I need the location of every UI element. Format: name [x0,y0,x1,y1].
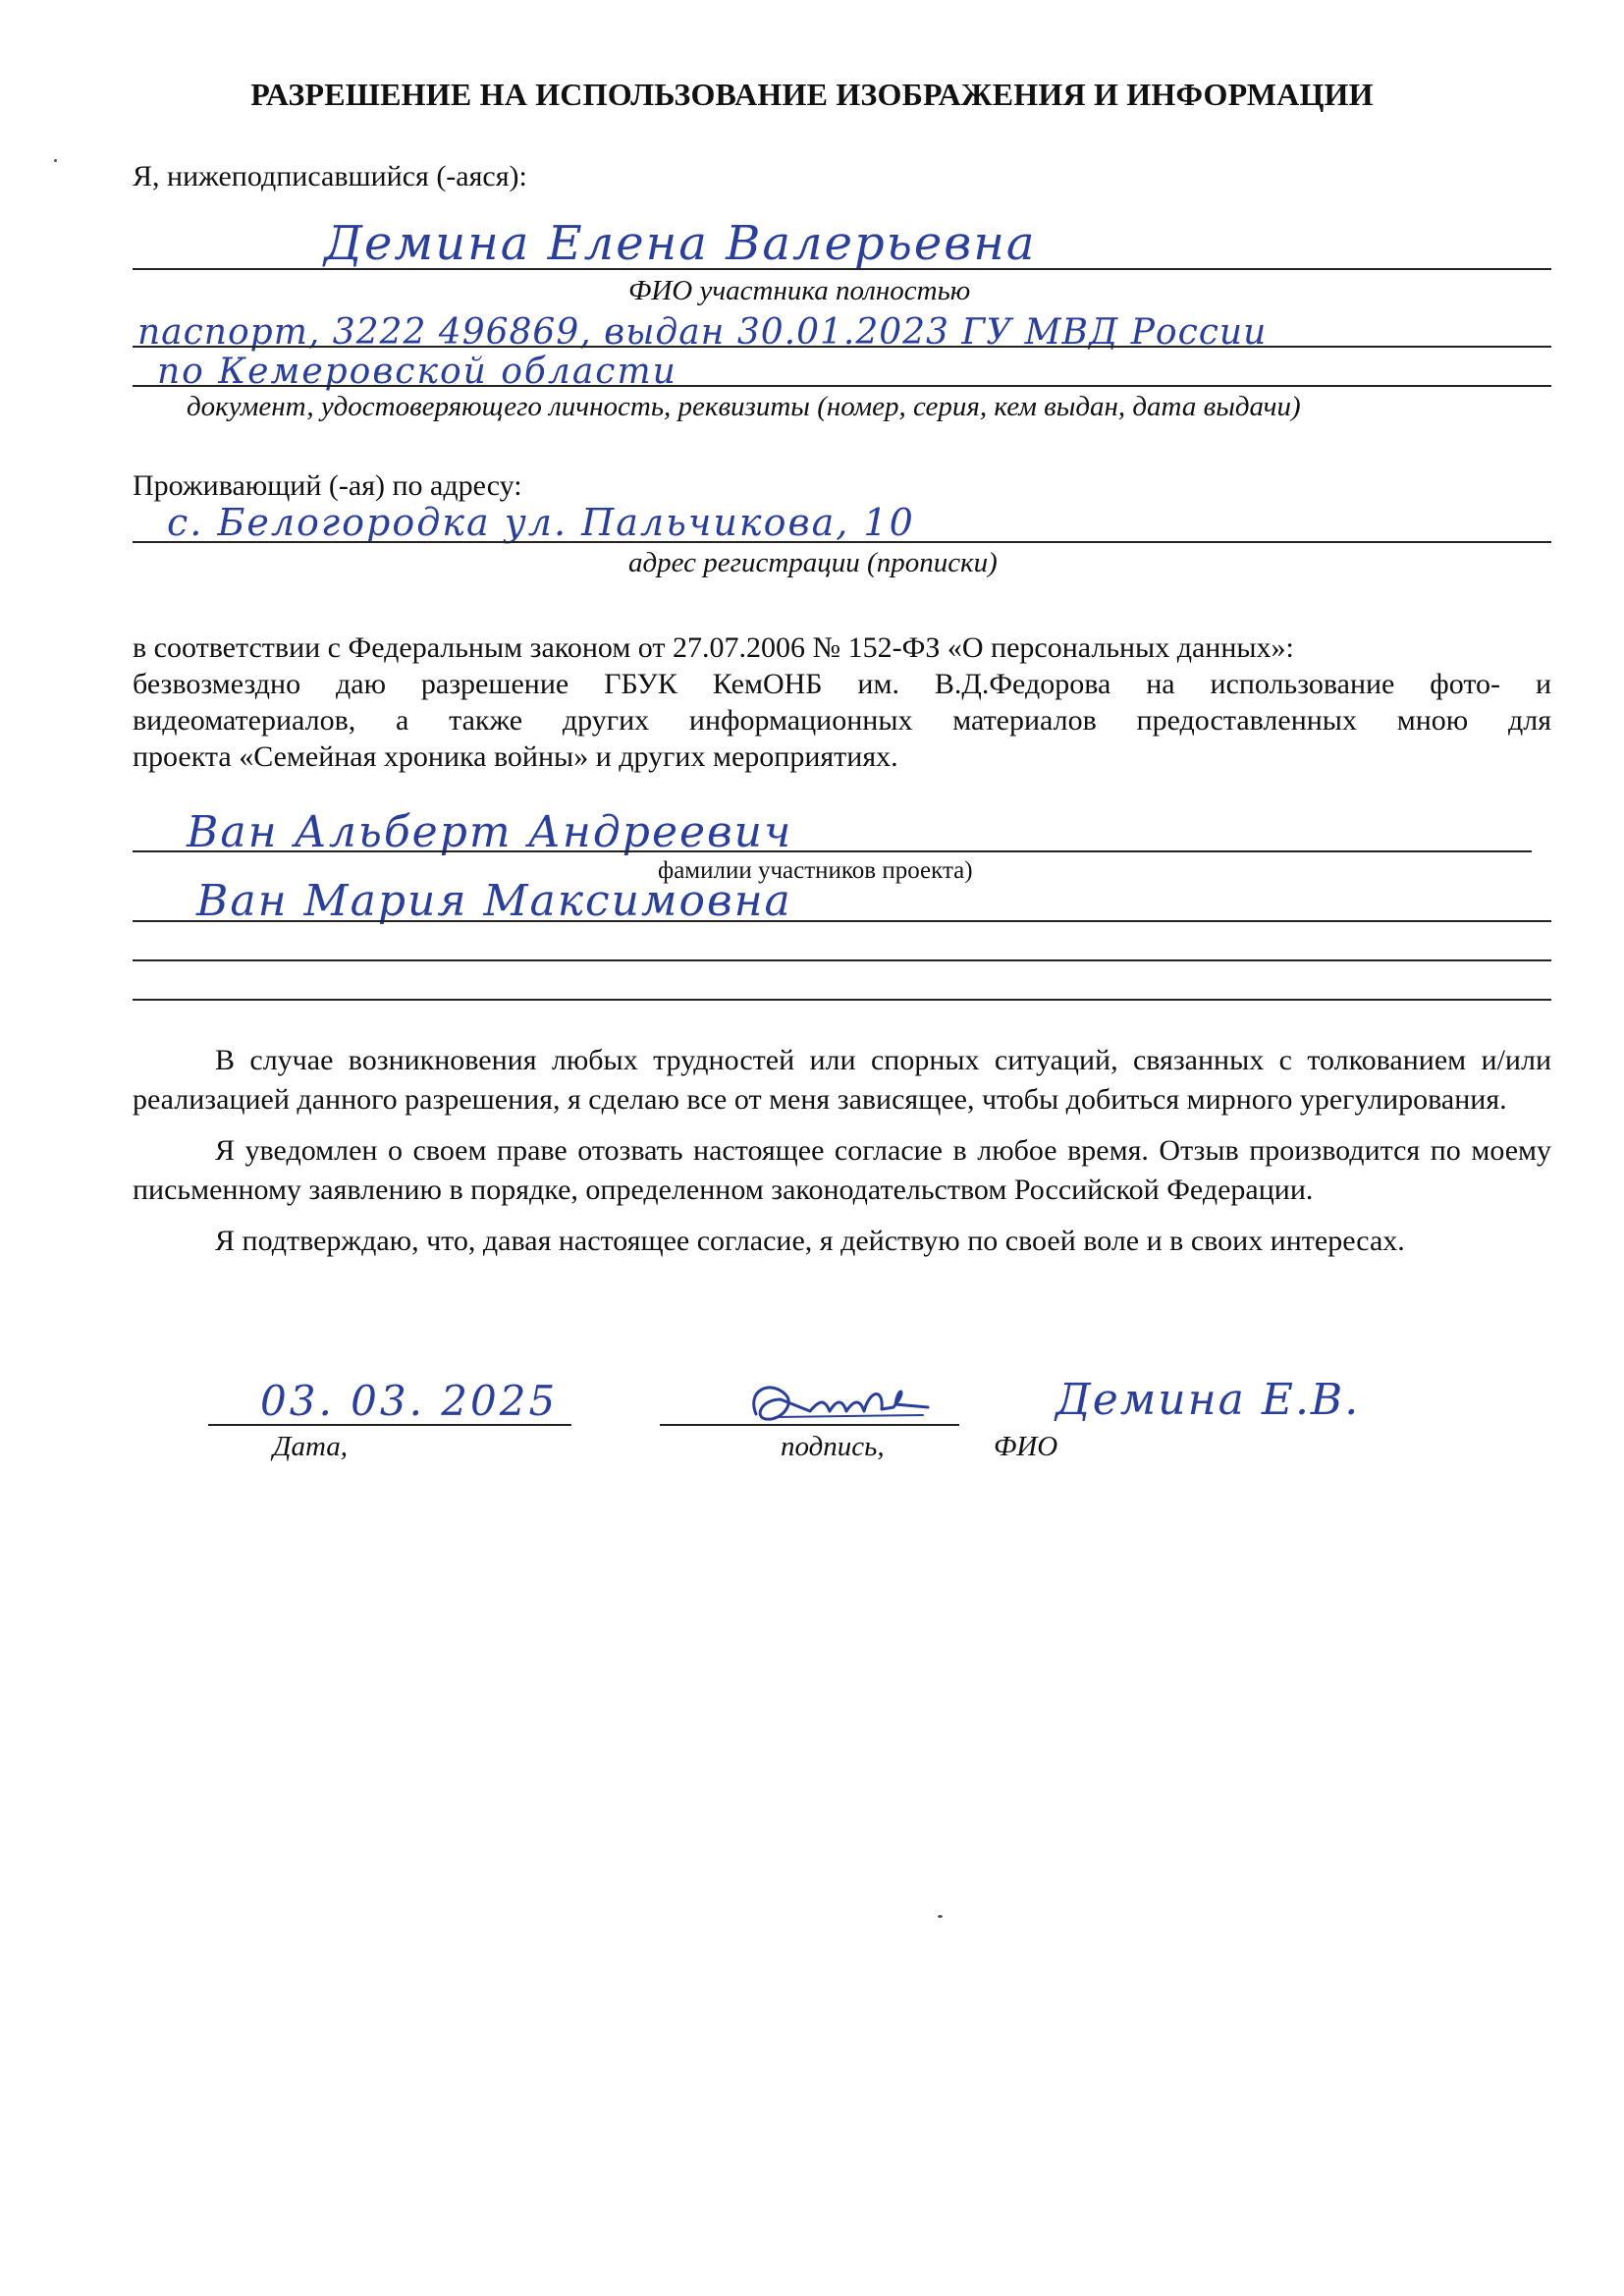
terms-block [133,1041,1551,1261]
consent-line-2: безвозмездно даю разрешение ГБУК КемОНБ им. В.Д.Федорова на использование фото- и [133,668,1551,700]
project-participant-2-handwritten: Ван Мария Максимовна [196,876,792,926]
terms-paragraph-3: Я подтверждаю, что, давая настоящее согласие, я действую по своей воле и в своих интересах. [215,1225,1405,1257]
terms-paragraph-2: Я уведомлен о своем праве отозвать настоящее согласие в любое время. Отзыв производится по моему письменному заявлению в порядке, определенном законодательством Российской Федерации. [133,1134,1551,1206]
document-caption: документ, удостоверяющего личность, реквизиты (номер, серия, кем выдан, дата выдачи) [187,391,1301,422]
scan-speck [54,159,57,162]
consent-line-1: в соответствии с Федеральным законом от 27.07.2006 № 152-ФЗ «О персональных данных»: [133,631,1294,664]
project-participant-1-handwritten: Ван Альберт Андреевич [187,807,793,857]
address-label: Проживающий (-ая) по адресу: [133,469,522,502]
document-title: РАЗРЕШЕНИЕ НА ИСПОЛЬЗОВАНИЕ ИЗОБРАЖЕНИЯ И ИНФОРМАЦИИ [250,77,1374,112]
scan-speck [938,1915,943,1918]
fio-label: ФИО [994,1431,1058,1462]
consent-line-3: видеоматериалов, а также других информационных материалов предоставленных мною для [133,704,1551,737]
participant-name-caption: ФИО участника полностью [628,275,971,306]
project-participants-caption: фамилии участников проекта) [658,857,973,884]
document-line2-handwritten: по Кемеровской области [157,352,677,392]
document-line1 [133,346,1551,348]
project-participant-line-1 [133,850,1532,852]
participant-name-line [133,268,1551,270]
signature-line [660,1424,959,1426]
project-participant-line-4 [133,999,1551,1001]
date-line [208,1424,571,1426]
signature-label: подпись, [781,1431,885,1462]
project-participant-line-3 [133,959,1551,961]
intro-text: Я, нижеподписавшийся (-аяся): [133,160,527,192]
fio-handwritten: Демина Е.В. [1056,1375,1361,1425]
address-line [133,541,1551,543]
consent-line-4: проекта «Семейная хроника войны» и других мероприятиях. [133,740,898,773]
document-line2 [133,385,1551,387]
document-line1-handwritten: паспорт, 3222 496869, выдан 30.01.2023 ГУ МВД России [137,312,1268,353]
address-handwritten: с. Белогородка ул. Пальчикова, 10 [167,501,915,544]
address-caption: адрес регистрации (прописки) [628,547,998,578]
date-label: Дата, [273,1431,348,1462]
terms-paragraph-1: В случае возникновения любых трудностей или спорных ситуаций, связанных с толкованием и/или реализацией данного разрешения, я сделаю все от меня зависящее, чтобы добиться мирного урегулирования. [133,1044,1551,1116]
date-handwritten: 03. 03. 2025 [260,1377,559,1425]
participant-name-handwritten: Демина Елена Валерьевна [324,216,1037,271]
signature-image [727,1370,962,1439]
project-participant-line-2 [133,920,1551,922]
